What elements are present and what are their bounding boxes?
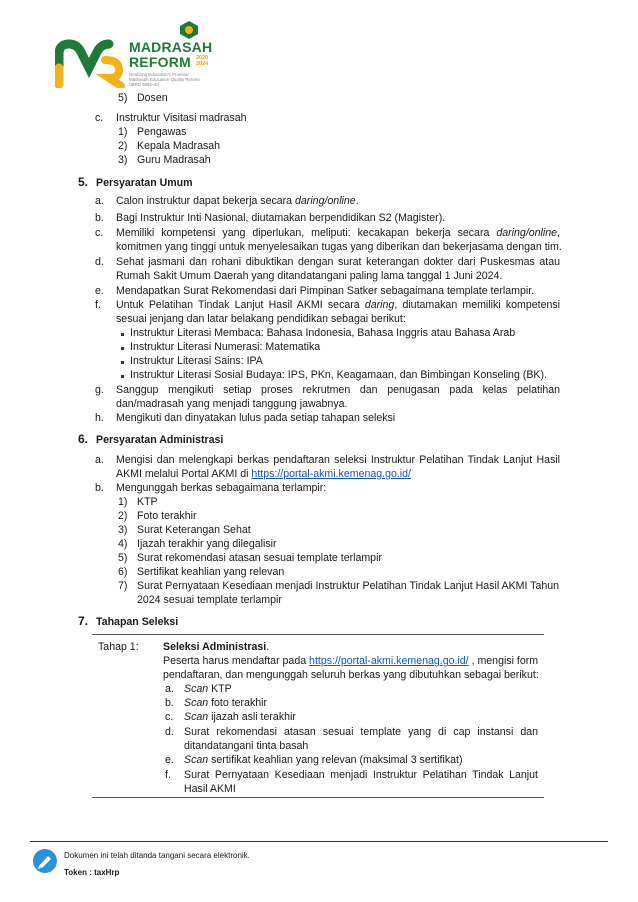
text-italic: daring/online xyxy=(295,195,356,207)
list-item-text xyxy=(116,195,359,209)
list-item-text: dan/madrasah yang menjadi tanggung jawabnya. xyxy=(116,398,348,410)
list-item-text: Hasil AKMI xyxy=(184,783,236,795)
list-item-text: Surat rekomendasi atasan sesuai template terlampir xyxy=(137,552,382,564)
text-italic: Scan xyxy=(184,697,209,709)
text-italic: daring/online xyxy=(496,227,558,239)
mr-logo-mark-icon xyxy=(55,38,129,88)
footer-divider xyxy=(30,841,608,842)
item-number: 5) xyxy=(118,552,128,564)
list-letter: f. xyxy=(165,769,171,781)
logo-tagline: Realizing Education's Promise: Madrasah Education Quality Reform (IBRD 8992-ID) xyxy=(129,72,200,88)
text: , diutamakan memiliki kompetensi xyxy=(394,299,560,311)
list-letter: c. xyxy=(165,711,174,723)
list-item-text: Surat rekomendasi atasan sesuai template yang di cap instansi dan xyxy=(184,726,538,738)
e-signature-icon xyxy=(32,848,58,874)
text-italic: Scan xyxy=(184,754,209,766)
section-title: Tahapan Seleksi xyxy=(96,616,179,628)
item-number: 3) xyxy=(118,154,128,166)
list-item-text xyxy=(184,683,232,697)
list-item-text xyxy=(184,711,296,725)
list-item-text: sesuai jenjang dan latar belakang pendidikan sebagai berikut: xyxy=(116,313,406,325)
list-item-text: Surat Keterangan Sehat xyxy=(137,524,251,536)
list-letter: a. xyxy=(95,195,104,207)
list-item-text: Foto terakhir xyxy=(137,510,197,522)
item-number: 7) xyxy=(118,580,128,592)
section-number: 7. xyxy=(78,614,89,628)
list-item-text: Mendapatkan Surat Rekomendasi dari Pimpinan Satker sebagaimana template terlampir. xyxy=(116,285,535,297)
list-item-text: Sertifikat keahlian yang relevan xyxy=(137,566,285,578)
list-letter: e. xyxy=(165,754,174,766)
list-item-text xyxy=(116,299,560,313)
tahap-label: Tahap 1: xyxy=(98,641,139,653)
item-number: 4) xyxy=(118,538,128,550)
list-letter: a. xyxy=(95,454,104,466)
bullet-text: Instruktur Literasi Sosial Budaya: IPS, PKn, Keagamaan, dan Bimbingan Konseling (BK). xyxy=(130,369,547,381)
list-item-text: komitmen yang tinggi untuk menyelesaikan tugas yang diberikan dan bekerjasama dengan tim. xyxy=(116,241,562,253)
item-number: 1) xyxy=(118,126,128,138)
bullet-icon xyxy=(121,347,124,350)
list-letter: g. xyxy=(95,384,104,396)
list-letter: d. xyxy=(95,256,104,268)
list-letter: e. xyxy=(95,285,104,297)
list-item-text xyxy=(184,697,267,711)
list-item-text: Sehat jasmani dan rohani dibuktikan dengan surat keterangan dokter dari Puskesmas atau xyxy=(116,256,560,268)
list-item xyxy=(118,92,127,106)
list-letter: c. xyxy=(95,227,104,239)
list-item-text: KTP xyxy=(137,496,158,508)
text: AKMI melalui Portal AKMI di xyxy=(116,468,252,480)
tahap-title xyxy=(163,641,269,655)
item-number: 2) xyxy=(118,140,128,152)
text: Untuk Pelatihan Tindak Lanjut Hasil AKMI secara xyxy=(116,299,365,311)
list-item-text: Mengunggah berkas sebagaimana terlampir: xyxy=(116,482,327,494)
list-item-text: Rumah Sakit Umum Daerah yang ditandatangani paling lama tanggal 1 Juni 2024. xyxy=(116,270,503,282)
item-number: 2) xyxy=(118,510,128,522)
item-number: 5) xyxy=(118,92,128,104)
madrasah-reform-logo xyxy=(55,20,213,92)
text: Peserta harus mendaftar pada xyxy=(163,655,310,667)
logo-line1: MADRASAH xyxy=(129,39,213,55)
table-bottom-border xyxy=(92,797,544,798)
list-item-text: ditandatangani tinta basah xyxy=(184,740,309,752)
item-number: 3) xyxy=(118,524,128,536)
section-title: Persyaratan Administrasi xyxy=(96,434,224,446)
list-item-text: Mengisi dan melengkapi berkas pendaftaran seleksi Instruktur Pelatihan Tindak Lanjut Hasil xyxy=(116,454,560,466)
list-letter: b. xyxy=(95,482,104,494)
list-letter: a. xyxy=(165,683,174,695)
text: . xyxy=(355,195,359,207)
tahap-text: pendaftaran, dan mengunggah seluruh berkas yang dibutuhkan sebagai berikut: xyxy=(163,669,539,681)
item-number: 6) xyxy=(118,566,128,578)
list-item-text: Surat Pernyataan Kesediaan menjadi Instruktur Pelatihan Tindak Lanjut xyxy=(184,769,538,781)
section-number: 6. xyxy=(78,432,89,446)
list-item-text: Bagi Instruktur Inti Nasional, diutamakan berpendidikan S2 (Magister). xyxy=(116,212,446,224)
section-title: Persyaratan Umum xyxy=(96,177,193,189)
list-item-text: 2024 sesuai template terlampir xyxy=(137,594,282,606)
bullet-text: Instruktur Literasi Numerasi: Matematika xyxy=(130,341,321,353)
text: foto terakhir xyxy=(208,697,268,709)
footer-signature-note: Dokumen ini telah ditanda tangani secara elektronik. xyxy=(64,851,250,860)
list-letter: f. xyxy=(95,299,101,311)
text: , xyxy=(557,227,560,239)
footer-token: Token : taxHrp xyxy=(64,868,120,877)
list-item-text xyxy=(184,754,463,768)
list-item-text: Surat Pernyataan Kesediaan menjadi Instruktur Pelatihan Tindak Lanjut Hasil AKMI Tahun xyxy=(137,580,560,592)
list-item-text: Kepala Madrasah xyxy=(137,140,221,152)
bullet-icon xyxy=(121,361,124,364)
list-letter: c. xyxy=(95,112,104,124)
text: KTP xyxy=(208,683,232,695)
portal-akmi-link[interactable]: https://portal-akmi.kemenag.go.id/ xyxy=(309,655,469,667)
text: Calon instruktur dapat bekerja secara xyxy=(116,195,296,207)
bullet-icon xyxy=(121,333,124,336)
list-item-text: Pengawas xyxy=(137,126,187,138)
text: , mengisi form xyxy=(468,655,539,667)
bullet-text: Instruktur Literasi Membaca: Bahasa Indonesia, Bahasa Inggris atau Bahasa Arab xyxy=(130,327,516,339)
tahap-text xyxy=(163,655,538,669)
text: . xyxy=(266,641,270,653)
text-bold: Seleksi Administrasi xyxy=(163,641,267,653)
text-italic: Scan xyxy=(184,711,209,723)
list-item-text: Sanggup mengikuti setiap proses rekrutmen dan penugasan pada kelas pelatihan xyxy=(116,384,560,396)
list-letter: b. xyxy=(165,697,174,709)
list-item-text: Mengikuti dan dinyatakan lulus pada setiap tahapan seleksi xyxy=(116,412,396,424)
list-letter: d. xyxy=(165,726,174,738)
list-item-text: Dosen xyxy=(137,92,168,104)
list-item-text: Guru Madrasah xyxy=(137,154,211,166)
list-letter: h. xyxy=(95,412,104,424)
item-number: 1) xyxy=(118,496,128,508)
bullet-text: Instruktur Literasi Sains: IPA xyxy=(130,355,263,367)
portal-akmi-link[interactable]: https://portal-akmi.kemenag.go.id/ xyxy=(251,468,411,480)
section-number: 5. xyxy=(78,175,89,189)
table-top-border xyxy=(92,634,544,635)
text-italic: Scan xyxy=(184,683,209,695)
logo-line2: REFORM xyxy=(129,54,191,70)
text: ijazah asli terakhir xyxy=(208,711,296,723)
list-item-text: Ijazah terakhir yang dilegalisir xyxy=(137,538,277,550)
list-item-text: Instruktur Visitasi madrasah xyxy=(116,112,247,124)
text-italic: daring xyxy=(364,299,395,311)
text: Memiliki kompetensi yang diperlukan, meliputi: kecakapan bekerja secara xyxy=(116,227,497,239)
logo-years: 2020 2024 xyxy=(196,55,209,67)
list-item-text xyxy=(116,468,411,482)
list-letter: b. xyxy=(95,212,104,224)
text: sertifikat keahlian yang relevan (maksimal 3 sertifikat) xyxy=(208,754,463,766)
kemenag-emblem-icon xyxy=(178,20,200,40)
list-item-text xyxy=(116,227,560,241)
bullet-icon xyxy=(121,375,124,378)
